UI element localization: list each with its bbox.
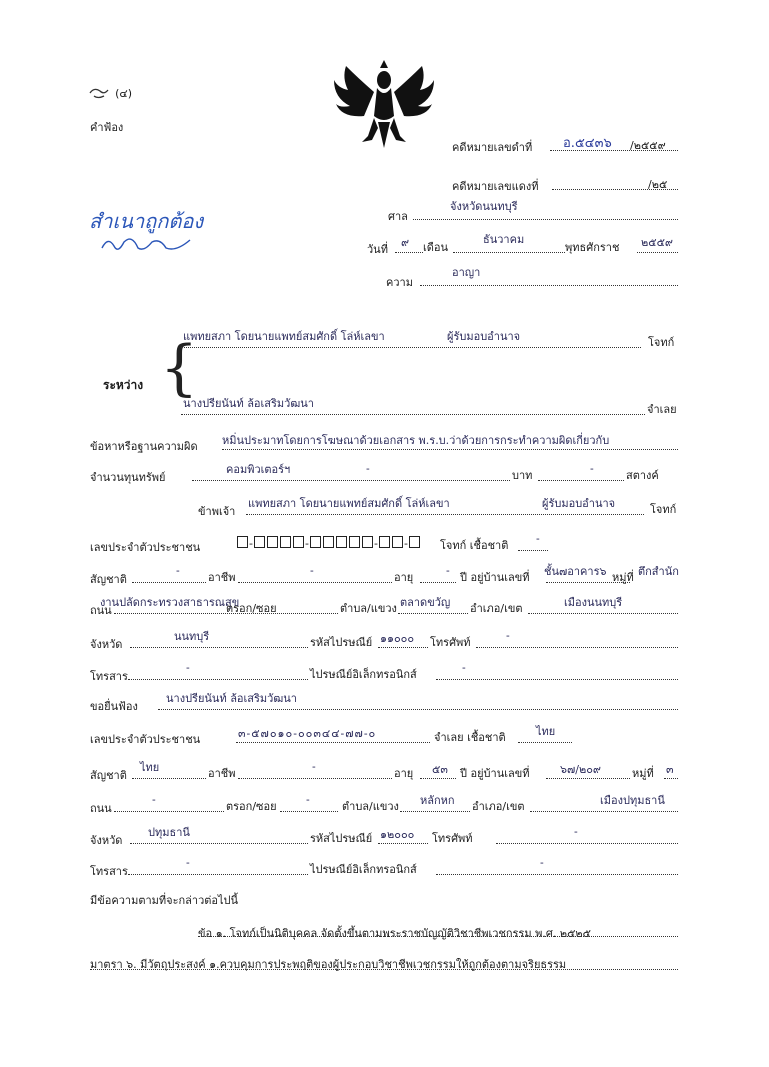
plaintiff-fax-dash: - [186,661,190,674]
defendant-postal-label: รหัสไปรษณีย์ [310,832,373,845]
defendant-occupation-dash: - [312,760,316,773]
defendant-road-label: ถนน [90,802,112,815]
plaintiff-intro: ข้าพเจ้า [198,505,236,518]
defendant-soi-label: ตรอก/ซอย [226,800,277,813]
court-label: ศาล [388,210,408,223]
plaintiff-age-label: อายุ [394,571,414,584]
defendant-name: นางปรียนันท์ ล้อเสริมวัฒนา [183,397,314,410]
plaintiff-age-dash: - [446,564,450,577]
defendant-label: จำเลย [647,403,677,416]
plaintiff-province-label: จังหวัด [90,638,123,651]
defendant-id-suffix: จำเลย เชื้อชาติ [434,731,506,744]
defendant-subdistrict-value: หลักหก [420,794,455,807]
plaintiff-email-dash: - [462,661,466,674]
statement-intro: มีข้อความตามที่จะกล่าวต่อไปนี้ [90,894,239,907]
defendant-province-value: ปทุมธานี [148,826,190,839]
defendant-province-label: จังหวัด [90,834,123,847]
plaintiff-occupation-dash: - [310,564,314,577]
form-title: คำฟ้อง [90,121,124,134]
defendant-race-value: ไทย [536,725,556,738]
plaintiff-postal-label: รหัสไปรษณีย์ [310,636,373,649]
defendant-nationality-label: สัญชาติ [90,769,127,782]
defendant-soi-dash: - [306,793,310,806]
plaintiff-postal-value: ๑๑๐๐๐ [380,632,415,645]
defendant-email-dash: - [540,856,544,869]
satang-dash: - [590,462,594,475]
plaintiff-fax-label: โทรสาร [90,670,128,683]
defendant-subdistrict-label: ตำบล/แขวง [342,800,399,813]
certified-copy-stamp: สำเนาถูกต้อง [89,209,204,233]
plaintiff-province-value: นนทบุรี [174,630,210,643]
plaintiff-road-label: ถนน [90,604,112,617]
defendant-district-value: เมืองปทุมธานี [600,794,665,807]
defendant-email-label: ไปรษณีย์อิเล็กทรอนิกส์ [310,863,417,876]
plaintiff-info-label: โจทก์ [650,503,677,516]
red-case-label: คดีหมายเลขแดงที่ [452,180,539,193]
charge-value: หมิ่นประมาทโดยการโฆษณาด้วยเอกสาร พ.ร.บ.ว่าด้วยการกระทำความผิดเกี่ยวกับ [222,434,610,447]
black-case-label: คดีหมายเลขดำที่ [452,141,533,154]
defendant-info-name: นางปรียนันท์ ล้อเสริมวัฒนา [166,692,297,705]
plaintiff-id-boxes: - - - - [236,536,421,550]
plaintiff-district-label: อำเภอ/เขต [470,602,523,615]
handwritten-mark-icon [88,86,110,100]
defendant-nationality-value: ไทย [140,761,160,774]
defendant-age-value: ๕๓ [432,763,448,776]
defendant-id-label: เลขประจำตัวประชาชน [90,733,201,746]
defendant-fax-label: โทรสาร [90,865,128,878]
form-number: (๔) [115,87,133,100]
red-case-year: /๒๕ [648,178,668,191]
defendant-postal-value: ๑๒๐๐๐ [380,828,415,841]
defendant-phone-dash: - [574,825,578,838]
plaintiff-email-label: ไปรษณีย์อิเล็กทรอนิกส์ [310,668,417,681]
statement-para-1: ข้อ ๑. โจทก์เป็นนิติบุคคล จัดตั้งขึ้นตามพระราชบัญญัติวิชาชีพเวชกรรม พ.ศ. ๒๕๒๕ [198,927,591,940]
plaintiff-race-dash: - [536,532,540,545]
plaintiff-building: ตึกสำนัก [638,565,679,578]
stamp-signature [98,232,194,256]
amount-dash: - [366,462,370,475]
defendant-district-label: อำเภอ/เขต [472,800,525,813]
plaintiff-nationality-dash: - [176,564,180,577]
plaintiff-moo-label: หมู่ที่ [612,571,634,584]
defendant-occupation-label: อาชีพ [208,767,236,780]
plaintiff-subdistrict-value: ตลาดขวัญ [400,596,451,609]
matter-label: ความ [386,276,413,289]
year-label: พุทธศักราช [565,241,620,254]
plaintiff-soi-label: ตรอก/ซอย [226,602,277,615]
black-case-value: อ.๕๔๓๖ [563,136,612,151]
between-label: ระหว่าง [103,378,144,392]
defendant-age-label: อายุ [394,767,414,780]
plaintiff-phone-dash: - [506,629,510,642]
defendant-age-unit: ปี อยู่บ้านเลขที่ [460,767,530,780]
plaintiff-nationality-label: สัญชาติ [90,573,127,586]
plaintiff-role: ผู้รับมอบอำนาจ [447,330,521,343]
defendant-road-dash: - [152,793,156,806]
matter-value: อาญา [452,266,481,279]
plaintiff-info-role: ผู้รับมอบอำนาจ [542,497,616,510]
amount-label: จำนวนทุนทรัพย์ [90,471,166,484]
plaintiff-id-label: เลขประจำตัวประชาชน [90,541,201,554]
defendant-house-value: ๖๗/๒๐๙ [560,763,601,776]
plaintiff-occupation-label: อาชีพ [208,571,236,584]
charge-label: ข้อหาหรือฐานความผิด [90,440,198,453]
defendant-fax-dash: - [186,856,190,869]
plaintiff-district-value: เมืองนนทบุรี [564,596,623,609]
baht-label: บาท [512,469,533,482]
defendant-phone-label: โทรศัพท์ [432,832,473,845]
satang-label: สตางค์ [626,469,659,482]
year-value: ๒๕๕๙ [641,236,673,249]
date-day: ๙ [401,236,410,249]
amount-value: คอมพิวเตอร์ฯ [226,463,291,476]
plaintiff-subdistrict-label: ตำบล/แขวง [340,602,397,615]
plaintiff-phone-label: โทรศัพท์ [430,636,471,649]
garuda-emblem [328,58,440,150]
month-label: เดือน [423,241,449,254]
plaintiff-info-name: แพทยสภา โดยนายแพทย์สมศักดิ์ โล่ห์เลขา [248,497,450,510]
plaintiff-label: โจทก์ [648,336,675,349]
defendant-moo-value: ๓ [666,763,674,776]
plaintiff-house-value: ชั้น๗อาคาร๖ [544,565,607,578]
plaintiff-road-value: งานปลัดกระทรวงสาธารณสุข [100,596,240,609]
defendant-id-value: ๓-๕๗๐๑๐-๐๐๓๔๔-๗๗-๐ [238,727,377,740]
plaintiff-age-unit: ปี อยู่บ้านเลขที่ [460,571,530,584]
black-case-year: /๒๕๕๙ [630,139,666,152]
date-label: วันที่ [367,243,388,256]
month-value: ธันวาคม [483,233,525,246]
plaintiff-name: แพทยสภา โดยนายแพทย์สมศักดิ์ โล่ห์เลขา [183,330,385,343]
defendant-moo-label: หมู่ที่ [632,767,654,780]
party-brace: { [160,333,199,403]
plaintiff-id-suffix: โจทก์ เชื้อชาติ [440,539,509,552]
statement-para-2: มาตรา ๖. มีวัตถุประสงค์ ๑.ควบคุมการประพฤติของผู้ประกอบวิชาชีพเวชกรรมให้ถูกต้องตามจริยธรรม [90,958,567,971]
defendant-intro: ขอยื่นฟ้อง [90,700,138,713]
court-value: จังหวัดนนทบุรี [450,200,518,213]
page-mark [88,82,132,102]
